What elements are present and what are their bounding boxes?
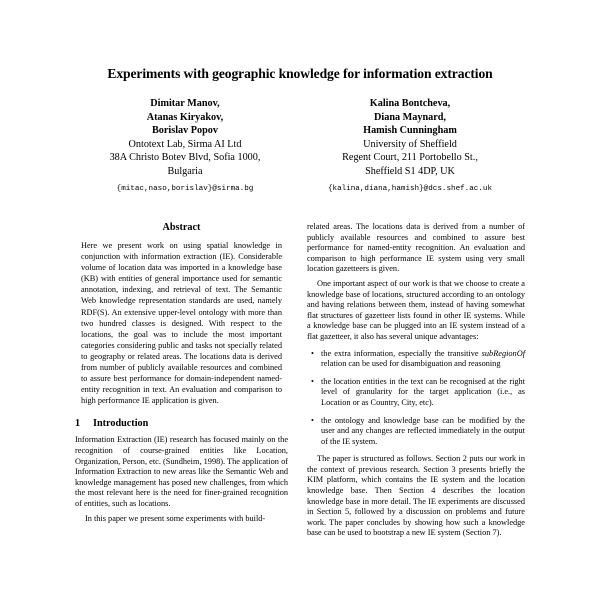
- list-item-text: the location entities in the text can be recognised at the right level of granularity for the target application (i.e., as Location or as Country, City, etc).: [321, 376, 525, 407]
- abstract-text: Here we present work on using spatial knowledge in conjunction with information extraction (IE). Considerable volume of location data was imported in a knowledge base (KB) with entities of general importance used for semantic annotation, indexing, and retrieval of text. The Semantic Web knowledge representation standards are used, namely RDF(S). An extensive upper-level ontology with more than two hundred classes is designed. With respect to the locations, the goal was to include the most important categories considering public and tasks not specially related to geography or related areas. The locations data is derived from number of publicly available resources and combined to assure best performance for domain-independent named-entity recognition in text. An evaluation and comparison to high performance IE application is given.: [81, 241, 282, 406]
- right-column: [307, 222, 525, 539]
- author-name: Kalina Bontcheva,: [369, 98, 451, 109]
- bullet-icon: •: [311, 348, 314, 358]
- abstract-heading: Abstract: [162, 222, 201, 233]
- list-item-text: the ontology and knowledge base can be modified by the user and any changes are reflected immediately in the output of the IE system.: [321, 415, 525, 446]
- author-name: Atanas Kiryakov,: [146, 111, 224, 123]
- author-block-sheffield: [305, 97, 515, 196]
- affiliation-line: 38A Christo Botev Blvd, Sofia 1000,: [109, 152, 261, 164]
- list-item-text: relation can be used for disambiguation and reasoning: [321, 359, 501, 369]
- bullet-icon: •: [311, 376, 314, 386]
- intro-paragraph: In this paper we present some experiments with build-: [85, 513, 266, 523]
- advantages-list: [307, 349, 525, 448]
- body-paragraph: The paper is structured as follows. Section 2 puts our work in the context of previous research. Section 3 presents briefly the KIM platform, which contains the IE system and the location knowledge base. Then Section 4 describes the location knowledge base in more detail. The IE experiments are discussed in Section 5, followed by a discussion on problems and future work. The paper concludes by showing how such a knowledge base can be used to bootstrap a new IE system (Section 7).: [307, 454, 525, 538]
- affiliation-line: Ontotext Lab, Sirma AI Ltd: [128, 138, 242, 150]
- list-item: [307, 416, 525, 448]
- body-paragraph: related areas. The locations data is derived from a number of publicly available resources and combined to assure best performance for named-entity recognition. An evaluation and comparison to high performance IE system using very small location gazetteers is given.: [307, 222, 525, 274]
- author-email: {kalina,diana,hamish}@dcs.shef.ac.uk: [327, 184, 493, 193]
- list-item: [307, 349, 525, 370]
- body-paragraph: One important aspect of our work is that we choose to create a knowledge base of locations, structured according to an ontology and having relations between them, instead of having somewhat flat structures of gazetteer lists found in other IE systems. While a knowledge base can be plugged into an IE system instead of a flat gazetteer, it also has several unique advantages:: [307, 278, 525, 341]
- author-email: {mitac,naso,borislav}@sirma.bg: [116, 184, 254, 193]
- list-item: [307, 377, 525, 409]
- author-name: Dimitar Manov,: [150, 98, 220, 109]
- author-name: Borislav Popov: [152, 125, 218, 137]
- section-number: 1: [75, 418, 81, 430]
- author-name: Diana Maynard,: [374, 111, 446, 123]
- paper-title: Experiments with geographic knowledge for information extraction: [107, 66, 493, 81]
- list-item-text: the extra information, especially the transitive: [321, 348, 482, 358]
- affiliation-line: Bulgaria: [167, 165, 203, 177]
- intro-paragraph: Information Extraction (IE) research has focused mainly on the recognition of course-grained entities like Location, Organization, Person, etc. (Sundheim, 1998). The application of Information Extraction to new areas like the Semantic Web and knowledge management has posed new challenges, from which the most relevant here is the need for finer-grained recognition of entities, such as locations.: [75, 435, 288, 508]
- affiliation-line: University of Sheffield: [363, 138, 457, 150]
- author-block-ontotext: [80, 97, 290, 196]
- left-column: [75, 222, 288, 524]
- relation-name: subRegionOf: [481, 348, 525, 358]
- affiliation-line: Regent Court, 211 Portobello St.,: [342, 152, 478, 164]
- author-name: Hamish Cunningham: [363, 125, 457, 137]
- section-title: Introduction: [93, 418, 149, 430]
- affiliation-line: Sheffield S1 4DP, UK: [365, 165, 455, 177]
- bullet-icon: •: [311, 415, 314, 425]
- section-heading-introduction: [75, 418, 288, 429]
